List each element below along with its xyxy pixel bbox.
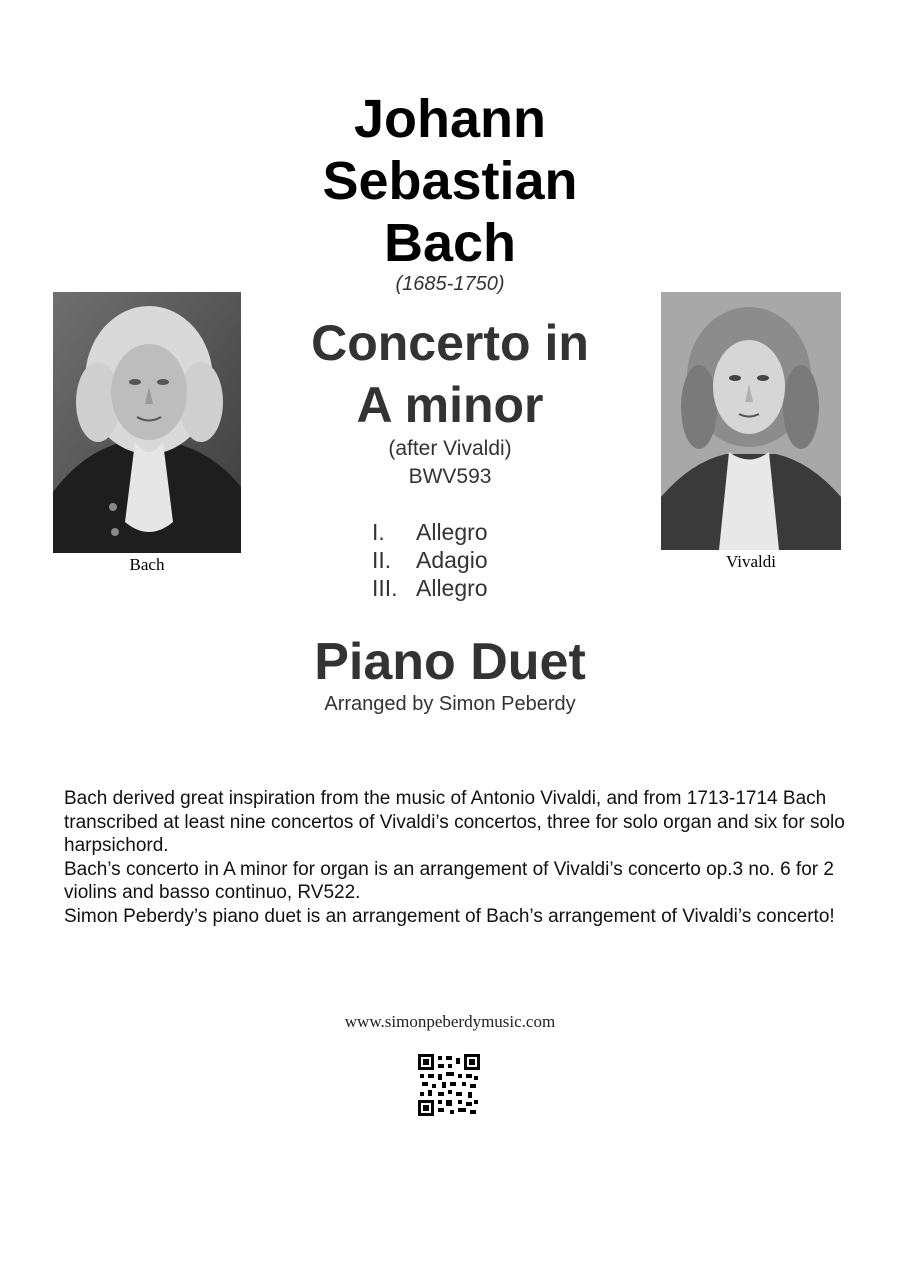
composer-last-name: Bach	[383, 213, 517, 273]
qr-code	[418, 1054, 480, 1116]
movement-name: Allegro	[416, 575, 488, 601]
work-title-line2: A minor	[356, 377, 544, 433]
movement-item	[372, 518, 488, 546]
website-link[interactable]: www.simonpeberdymusic.com	[344, 1012, 556, 1031]
vivaldi-portrait-image	[661, 292, 841, 550]
bach-portrait	[53, 292, 241, 553]
movement-item	[372, 546, 488, 574]
composer-middle-name: Sebastian	[322, 151, 578, 211]
work-catalog: BWV593	[408, 465, 492, 488]
arranger-credit: Arranged by Simon Peberdy	[324, 693, 576, 715]
vivaldi-caption: Vivaldi	[726, 552, 776, 571]
description-paragraph: Simon Peberdy’s piano duet is an arrangement of Bach’s arrangement of Vivaldi’s concerto!	[64, 905, 835, 927]
movement-name: Adagio	[416, 547, 488, 573]
description-paragraph: Bach derived great inspiration from the music of Antonio Vivaldi, and from 1713-1714 Bach transcribed at least nine concertos of Vivaldi’s concertos, three for solo organ and six for solo harpsichord.	[64, 788, 845, 856]
composer-dates: (1685-1750)	[395, 273, 505, 295]
composer-first-name: Johann	[353, 89, 546, 149]
movement-number: III.	[372, 575, 398, 601]
description-paragraph: Bach’s concerto in A minor for organ is an arrangement of Vivaldi’s concerto op.3 no. 6 for 2 violins and basso continuo, RV522.	[64, 858, 834, 903]
work-title-line1: Concerto in	[311, 315, 589, 371]
movement-number: II.	[372, 547, 392, 573]
arrangement-title: Piano Duet	[314, 633, 586, 691]
movement-item	[372, 574, 488, 602]
description	[64, 787, 854, 928]
bach-caption: Bach	[129, 555, 165, 574]
work-subtitle: (after Vivaldi)	[388, 437, 512, 460]
qr-code-icon	[418, 1054, 480, 1116]
movement-number: I.	[372, 519, 385, 545]
vivaldi-portrait	[661, 292, 841, 550]
bach-portrait-image	[53, 292, 241, 553]
movement-name: Allegro	[416, 519, 488, 545]
